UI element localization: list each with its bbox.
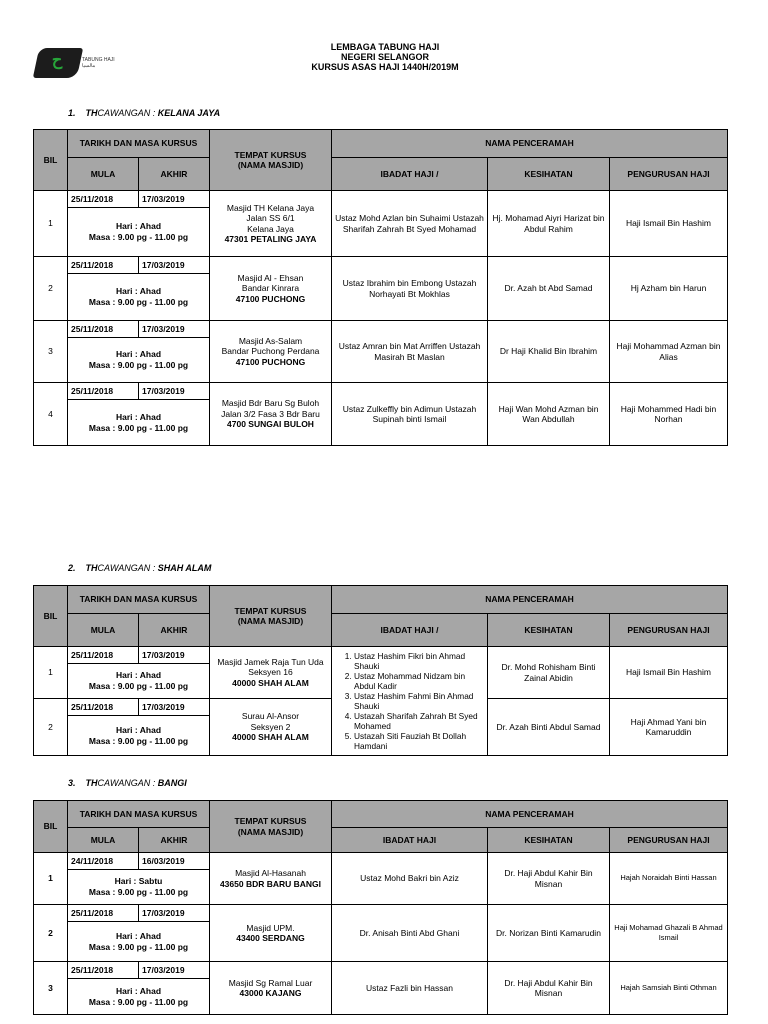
list-item: 5. Ustazah Siti Fauziah Bt Dollah Hamdani [354,731,485,751]
table-row [34,321,728,338]
ibadat-speaker-list [334,651,485,751]
cell-masa: Hari : Ahad Masa : 9.00 pg - 11.00 pg [68,400,210,446]
cell-pengurusan: Haji Ahmad Yani bin Kamaruddin [610,699,728,756]
list-item: 3. Ustaz Hashim Fahmi Bin Ahmad Shauki [354,691,485,711]
cell-pengurusan: Hajah Noraidah Binti Hassan [610,853,728,905]
cell-ibadat: Ustaz Mohd Azlan bin Suhaimi Ustazah Sharifah Zahrah Bt Syed Mohamad [332,191,488,257]
cell-masa: Hari : Ahad Masa : 9.00 pg - 11.00 pg [68,664,210,699]
list-item: 4. Ustazah Sharifah Zahrah Bt Syed Mohamed [354,711,485,731]
header-mula: MULA [68,828,139,853]
cell-bil: 2 [34,699,68,756]
header-nama-penceramah: NAMA PENCERAMAH [332,130,728,158]
logo-text: TABUNG HAJI مالسيا [82,57,115,69]
cell-akhir: 17/03/2019 [139,905,210,922]
section-title-shah-alam: 2. THCAWANGAN : SHAH ALAM [68,563,212,573]
cell-masa: Hari : Ahad Masa : 9.00 pg - 11.00 pg [68,208,210,257]
header-akhir: AKHIR [139,158,210,191]
cell-pengurusan: Haji Ismail Bin Hashim [610,191,728,257]
header-pengurusan: PENGURUSAN HAJI [610,158,728,191]
header-tempat: TEMPAT KURSUS (NAMA MASJID) [210,586,332,647]
header-nama-penceramah: NAMA PENCERAMAH [332,586,728,614]
cell-ibadat: Dr. Anisah Binti Abd Ghani [332,905,488,962]
cell-akhir: 16/03/2019 [139,853,210,870]
cell-bil: 1 [34,191,68,257]
cell-mula: 25/11/2018 [68,905,139,922]
section-title-kelana-jaya: 1. THCAWANGAN : KELANA JAYA [68,108,221,118]
cell-tempat: Masjid Jamek Raja Tun Uda Seksyen 16 40000 SHAH ALAM [210,647,332,699]
header-mula: MULA [68,158,139,191]
cell-mula: 25/11/2018 [68,647,139,664]
header-mula: MULA [68,614,139,647]
cell-bil: 1 [34,647,68,699]
cell-kesihatan: Dr. Haji Abdul Kahir Bin Misnan [488,962,610,1015]
cell-ibadat-list [332,647,488,756]
cell-mula: 25/11/2018 [68,383,139,400]
cell-bil: 2 [34,905,68,962]
table-row [34,853,728,870]
cell-ibadat: Ustaz Fazli bin Hassan [332,962,488,1015]
table-bangi [33,800,728,1015]
cell-tempat: Masjid TH Kelana Jaya Jalan SS 6/1 Kelana Jaya 47301 PETALING JAYA [210,191,332,257]
logo-mark-icon: ح [51,52,63,69]
cell-kesihatan: Dr. Haji Abdul Kahir Bin Misnan [488,853,610,905]
cell-kesihatan: Haji Wan Mohd Azman bin Wan Abdullah [488,383,610,446]
cell-pengurusan: Haji Mohamad Ghazali B Ahmad Ismail [610,905,728,962]
cell-masa: Hari : Sabtu Masa : 9.00 pg - 11.00 pg [68,870,210,905]
cell-bil: 4 [34,383,68,446]
header-pengurusan: PENGURUSAN HAJI [610,614,728,647]
cell-tempat: Surau Al-Ansor Seksyen 2 40000 SHAH ALAM [210,699,332,756]
header-line-1: LEMBAGA TABUNG HAJI [330,42,440,52]
cell-mula: 25/11/2018 [68,962,139,979]
cell-tempat: Masjid Sg Ramal Luar 43000 KAJANG [210,962,332,1015]
header-akhir: AKHIR [139,828,210,853]
cell-akhir: 17/03/2019 [139,191,210,208]
cell-pengurusan: Haji Mohammed Hadi bin Norhan [610,383,728,446]
cell-masa: Hari : Ahad Masa : 9.00 pg - 11.00 pg [68,338,210,383]
table-kelana-jaya [33,129,728,446]
cell-masa: Hari : Ahad Masa : 9.00 pg - 11.00 pg [68,274,210,321]
cell-kesihatan: Dr. Mohd Rohisham Binti Zainal Abidin [488,647,610,699]
header-kesihatan: KESIHATAN [488,828,610,853]
cell-bil: 3 [34,321,68,383]
cell-akhir: 17/03/2019 [139,647,210,664]
list-item: 1. Ustaz Hashim Fikri bin Ahmad Shauki [354,651,485,671]
cell-akhir: 17/03/2019 [139,257,210,274]
cell-masa: Hari : Ahad Masa : 9.00 pg - 11.00 pg [68,922,210,962]
cell-mula: 25/11/2018 [68,321,139,338]
cell-masa: Hari : Ahad Masa : 9.00 pg - 11.00 pg [68,716,210,756]
cell-tempat: Masjid Bdr Baru Sg Buloh Jalan 3/2 Fasa 3 Bdr Baru 4700 SUNGAI BULOH [210,383,332,446]
cell-bil: 1 [34,853,68,905]
cell-mula: 25/11/2018 [68,191,139,208]
header-bil: BIL [34,130,68,191]
table-row [34,191,728,208]
cell-mula: 25/11/2018 [68,257,139,274]
cell-tempat: Masjid UPM. 43400 SERDANG [210,905,332,962]
table-row [34,962,728,979]
header-akhir: AKHIR [139,614,210,647]
header-line-2: NEGERI SELANGOR [340,52,429,62]
cell-ibadat: Ustaz Zulkeffly bin Adimun Ustazah Supinah binti Ismail [332,383,488,446]
table-shah-alam [33,585,728,756]
header-bil: BIL [34,586,68,647]
cell-kesihatan: Dr. Azah Binti Abdul Samad [488,699,610,756]
header-tarikh: TARIKH DAN MASA KURSUS [68,130,210,158]
cell-ibadat: Ustaz Mohd Bakri bin Aziz [332,853,488,905]
cell-bil: 3 [34,962,68,1015]
tabung-haji-logo [36,46,126,80]
header-tarikh: TARIKH DAN MASA KURSUS [68,801,210,828]
cell-pengurusan: Hajah Samsiah Binti Othman [610,962,728,1015]
header-ibadat: IBADAT HAJI [332,828,488,853]
header-tempat: TEMPAT KURSUS (NAMA MASJID) [210,130,332,191]
cell-kesihatan: Dr. Norizan Binti Kamarudin [488,905,610,962]
cell-kesihatan: Dr. Azah bt Abd Samad [488,257,610,321]
header-ibadat: IBADAT HAJI / [332,614,488,647]
cell-tempat: Masjid Al-Hasanah 43650 BDR BARU BANGI [210,853,332,905]
cell-pengurusan: Haji Mohammad Azman bin Alias [610,321,728,383]
table-row [34,905,728,922]
cell-kesihatan: Dr Haji Khalid Bin Ibrahim [488,321,610,383]
cell-tempat: Masjid Al - Ehsan Bandar Kinrara 47100 PUCHONG [210,257,332,321]
header-ibadat: IBADAT HAJI / [332,158,488,191]
table-row [34,647,728,664]
document-header [230,42,540,72]
cell-ibadat: Ustaz Amran bin Mat Arriffen Ustazah Masirah Bt Maslan [332,321,488,383]
table-row [34,383,728,400]
table-row [34,257,728,274]
cell-akhir: 17/03/2019 [139,962,210,979]
cell-tempat: Masjid As-Salam Bandar Puchong Perdana 47100 PUCHONG [210,321,332,383]
header-nama-penceramah: NAMA PENCERAMAH [332,801,728,828]
header-kesihatan: KESIHATAN [488,158,610,191]
cell-ibadat: Ustaz Ibrahim bin Embong Ustazah Norhayati Bt Mokhlas [332,257,488,321]
header-kesihatan: KESIHATAN [488,614,610,647]
cell-pengurusan: Haji Ismail Bin Hashim [610,647,728,699]
list-item: 2. Ustaz Mohammad Nidzam bin Abdul Kadir [354,671,485,691]
cell-masa: Hari : Ahad Masa : 9.00 pg - 11.00 pg [68,979,210,1015]
cell-kesihatan: Hj. Mohamad Aiyri Harizat bin Abdul Rahim [488,191,610,257]
cell-akhir: 17/03/2019 [139,699,210,716]
header-tarikh: TARIKH DAN MASA KURSUS [68,586,210,614]
cell-mula: 25/11/2018 [68,699,139,716]
header-tempat: TEMPAT KURSUS (NAMA MASJID) [210,801,332,853]
header-line-3: KURSUS ASAS HAJI 1440H/2019M [311,62,459,72]
cell-akhir: 17/03/2019 [139,321,210,338]
section-title-bangi: 3. THCAWANGAN : BANGI [68,778,187,788]
cell-bil: 2 [34,257,68,321]
cell-mula: 24/11/2018 [68,853,139,870]
header-pengurusan: PENGURUSAN HAJI [610,828,728,853]
cell-akhir: 17/03/2019 [139,383,210,400]
header-bil: BIL [34,801,68,853]
cell-pengurusan: Hj Azham bin Harun [610,257,728,321]
